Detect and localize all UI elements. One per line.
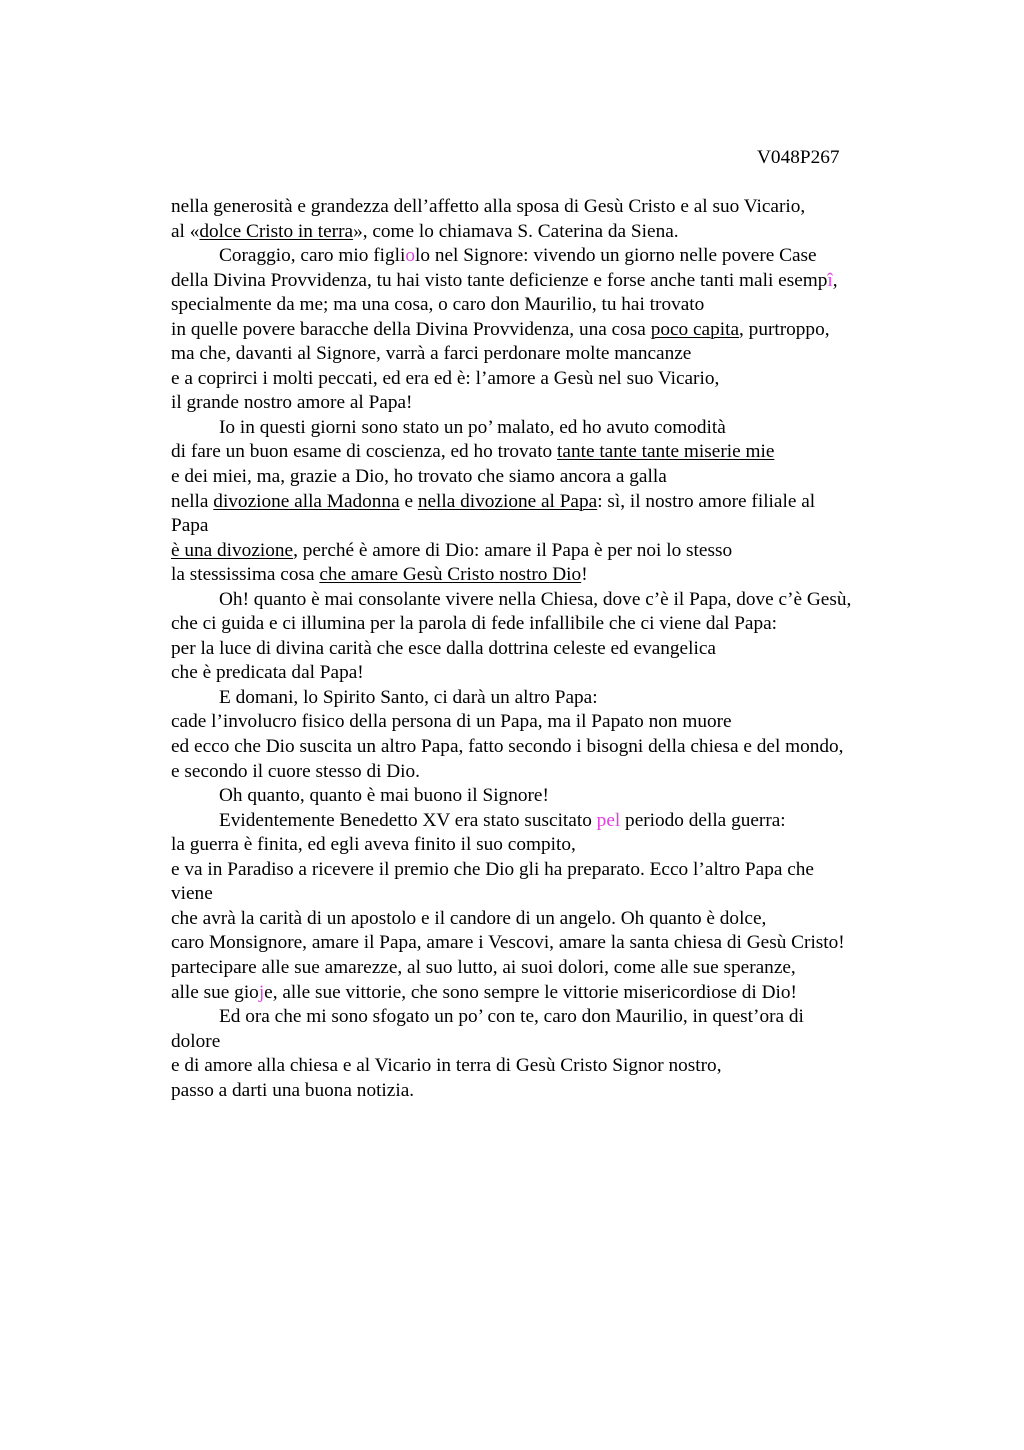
text-segment: Io in questi giorni sono stato un po’ malato, ed ho avuto comodità bbox=[219, 416, 726, 438]
text-line bbox=[171, 1030, 911, 1055]
text-line bbox=[171, 465, 911, 490]
text-segment: e va in Paradiso a ricevere il premio che Dio gli ha preparato. Ecco l’altro Papa che bbox=[171, 858, 814, 880]
text-line bbox=[171, 342, 911, 367]
text-line bbox=[171, 220, 911, 245]
text-line bbox=[171, 735, 911, 760]
text-segment: E domani, lo Spirito Santo, ci darà un altro Papa: bbox=[219, 686, 598, 708]
underlined-text: dolce Cristo in terra bbox=[199, 220, 354, 242]
text-segment: Coraggio, caro mio figli bbox=[219, 245, 406, 267]
underlined-text: è una divozione bbox=[171, 539, 294, 561]
text-segment: partecipare alle sue amarezze, al suo lutto, ai suoi dolori, come alle sue speranze, bbox=[171, 956, 796, 978]
text-line bbox=[171, 612, 911, 637]
text-segment: e di amore alla chiesa e al Vicario in terra di Gesù Cristo Signor nostro, bbox=[171, 1055, 722, 1077]
highlighted-correction: j bbox=[258, 981, 265, 1003]
text-line bbox=[171, 563, 911, 588]
text-line bbox=[171, 931, 911, 956]
text-segment: periodo della guerra: bbox=[620, 809, 786, 831]
text-segment: la stessissima cosa bbox=[171, 564, 320, 586]
text-segment: in quelle povere baracche della Divina Provvidenza, una cosa bbox=[171, 318, 651, 340]
text-line bbox=[171, 244, 911, 269]
text-segment: ed ecco che Dio suscita un altro Papa, fatto secondo i bisogni della chiesa e del mondo, bbox=[171, 736, 844, 758]
text-line bbox=[171, 1079, 911, 1104]
text-line bbox=[171, 269, 911, 294]
letter-body bbox=[171, 195, 911, 1103]
text-line bbox=[171, 858, 911, 883]
underlined-text: divozione alla Madonna bbox=[213, 490, 400, 512]
text-segment: nella bbox=[171, 490, 214, 512]
text-line bbox=[171, 440, 911, 465]
text-segment: e bbox=[399, 490, 418, 512]
text-segment: per la luce di divina carità che esce dalla dottrina celeste ed evangelica bbox=[171, 637, 716, 659]
text-segment: passo a darti una buona notizia. bbox=[171, 1079, 415, 1101]
text-segment: che è predicata dal Papa! bbox=[171, 662, 364, 684]
text-segment: e dei miei, ma, grazie a Dio, ho trovato che siamo ancora a galla bbox=[171, 466, 667, 488]
text-line bbox=[171, 637, 911, 662]
text-line bbox=[171, 809, 911, 834]
text-line bbox=[171, 882, 911, 907]
underlined-text: poco capita bbox=[650, 318, 740, 340]
text-segment: che ci guida e ci illumina per la parola di fede infallibile che ci viene dal Papa: bbox=[171, 613, 778, 635]
text-line bbox=[171, 784, 911, 809]
text-segment: , purtroppo, bbox=[739, 318, 830, 340]
text-segment: il grande nostro amore al Papa! bbox=[171, 392, 413, 414]
text-line bbox=[171, 981, 911, 1006]
text-segment: e secondo il cuore stesso di Dio. bbox=[171, 760, 420, 782]
text-segment: e, alle sue vittorie, che sono sempre le vittorie misericordiose di Dio! bbox=[264, 981, 797, 1003]
text-segment: , perché è amore di Dio: amare il Papa è per noi lo stesso bbox=[293, 539, 733, 561]
text-line bbox=[171, 661, 911, 686]
text-segment: Ed ora che mi sono sfogato un po’ con te, caro don Maurilio, in quest’ora di bbox=[219, 1006, 804, 1028]
text-segment: la guerra è finita, ed egli aveva finito il suo compito, bbox=[171, 834, 576, 856]
text-line bbox=[171, 956, 911, 981]
text-segment: ! bbox=[581, 564, 588, 586]
text-segment: che avrà la carità di un apostolo e il candore di un angelo. Oh quanto è dolce, bbox=[171, 907, 767, 929]
text-segment: : sì, il nostro amore filiale al bbox=[597, 490, 816, 512]
text-line bbox=[171, 539, 911, 564]
text-segment: caro Monsignore, amare il Papa, amare i Vescovi, amare la santa chiesa di Gesù Cristo! bbox=[171, 932, 845, 954]
text-segment: ma che, davanti al Signore, varrà a farci perdonare molte mancanze bbox=[171, 343, 692, 365]
text-segment: nella generosità e grandezza dell’affetto alla sposa di Gesù Cristo e al suo Vicario, bbox=[171, 196, 806, 217]
text-line bbox=[171, 710, 911, 735]
text-segment: e a coprirci i molti peccati, ed era ed è: l’amore a Gesù nel suo Vicario, bbox=[171, 367, 720, 389]
text-line bbox=[171, 416, 911, 441]
text-line bbox=[171, 318, 911, 343]
text-line bbox=[171, 367, 911, 392]
text-line bbox=[171, 1005, 911, 1030]
text-segment: Evidentemente Benedetto XV era stato suscitato bbox=[219, 809, 597, 831]
text-segment: cade l’involucro fisico della persona di un Papa, ma il Papato non muore bbox=[171, 711, 732, 733]
text-segment: viene bbox=[171, 883, 213, 905]
text-line bbox=[171, 195, 911, 220]
underlined-text: nella divozione al Papa bbox=[417, 490, 598, 512]
page-code: V048P267 bbox=[757, 147, 840, 168]
text-segment: Oh! quanto è mai consolante vivere nella Chiesa, dove c’è il Papa, dove c’è Gesù, bbox=[219, 588, 852, 610]
text-line bbox=[171, 391, 911, 416]
text-segment: della Divina Provvidenza, tu hai visto tante deficienze e forse anche tanti mali esemp bbox=[171, 269, 828, 291]
text-line bbox=[171, 490, 911, 515]
text-line bbox=[171, 1054, 911, 1079]
text-segment: di fare un buon esame di coscienza, ed ho trovato bbox=[171, 441, 558, 463]
text-segment: dolore bbox=[171, 1030, 221, 1052]
text-line bbox=[171, 293, 911, 318]
highlighted-correction: pel bbox=[596, 809, 621, 831]
text-line bbox=[171, 514, 911, 539]
text-segment: al « bbox=[171, 220, 200, 242]
text-segment: Oh quanto, quanto è mai buono il Signore! bbox=[219, 785, 549, 807]
text-segment: lo nel Signore: vivendo un giorno nelle povere Case bbox=[415, 245, 817, 267]
text-line bbox=[171, 760, 911, 785]
text-segment: , bbox=[832, 269, 838, 291]
highlighted-correction: o bbox=[405, 245, 415, 267]
text-line bbox=[171, 588, 911, 613]
text-line bbox=[171, 686, 911, 711]
text-line bbox=[171, 907, 911, 932]
text-segment: », come lo chiamava S. Caterina da Siena. bbox=[353, 220, 679, 242]
text-segment: Papa bbox=[171, 515, 209, 537]
text-segment: specialmente da me; ma una cosa, o caro don Maurilio, tu hai trovato bbox=[171, 294, 705, 316]
underlined-text: che amare Gesù Cristo nostro Dio bbox=[319, 564, 582, 586]
text-line bbox=[171, 833, 911, 858]
highlighted-correction: î bbox=[827, 269, 833, 291]
underlined-text: tante tante tante miserie mie bbox=[557, 441, 775, 463]
text-segment: alle sue gio bbox=[171, 981, 259, 1003]
